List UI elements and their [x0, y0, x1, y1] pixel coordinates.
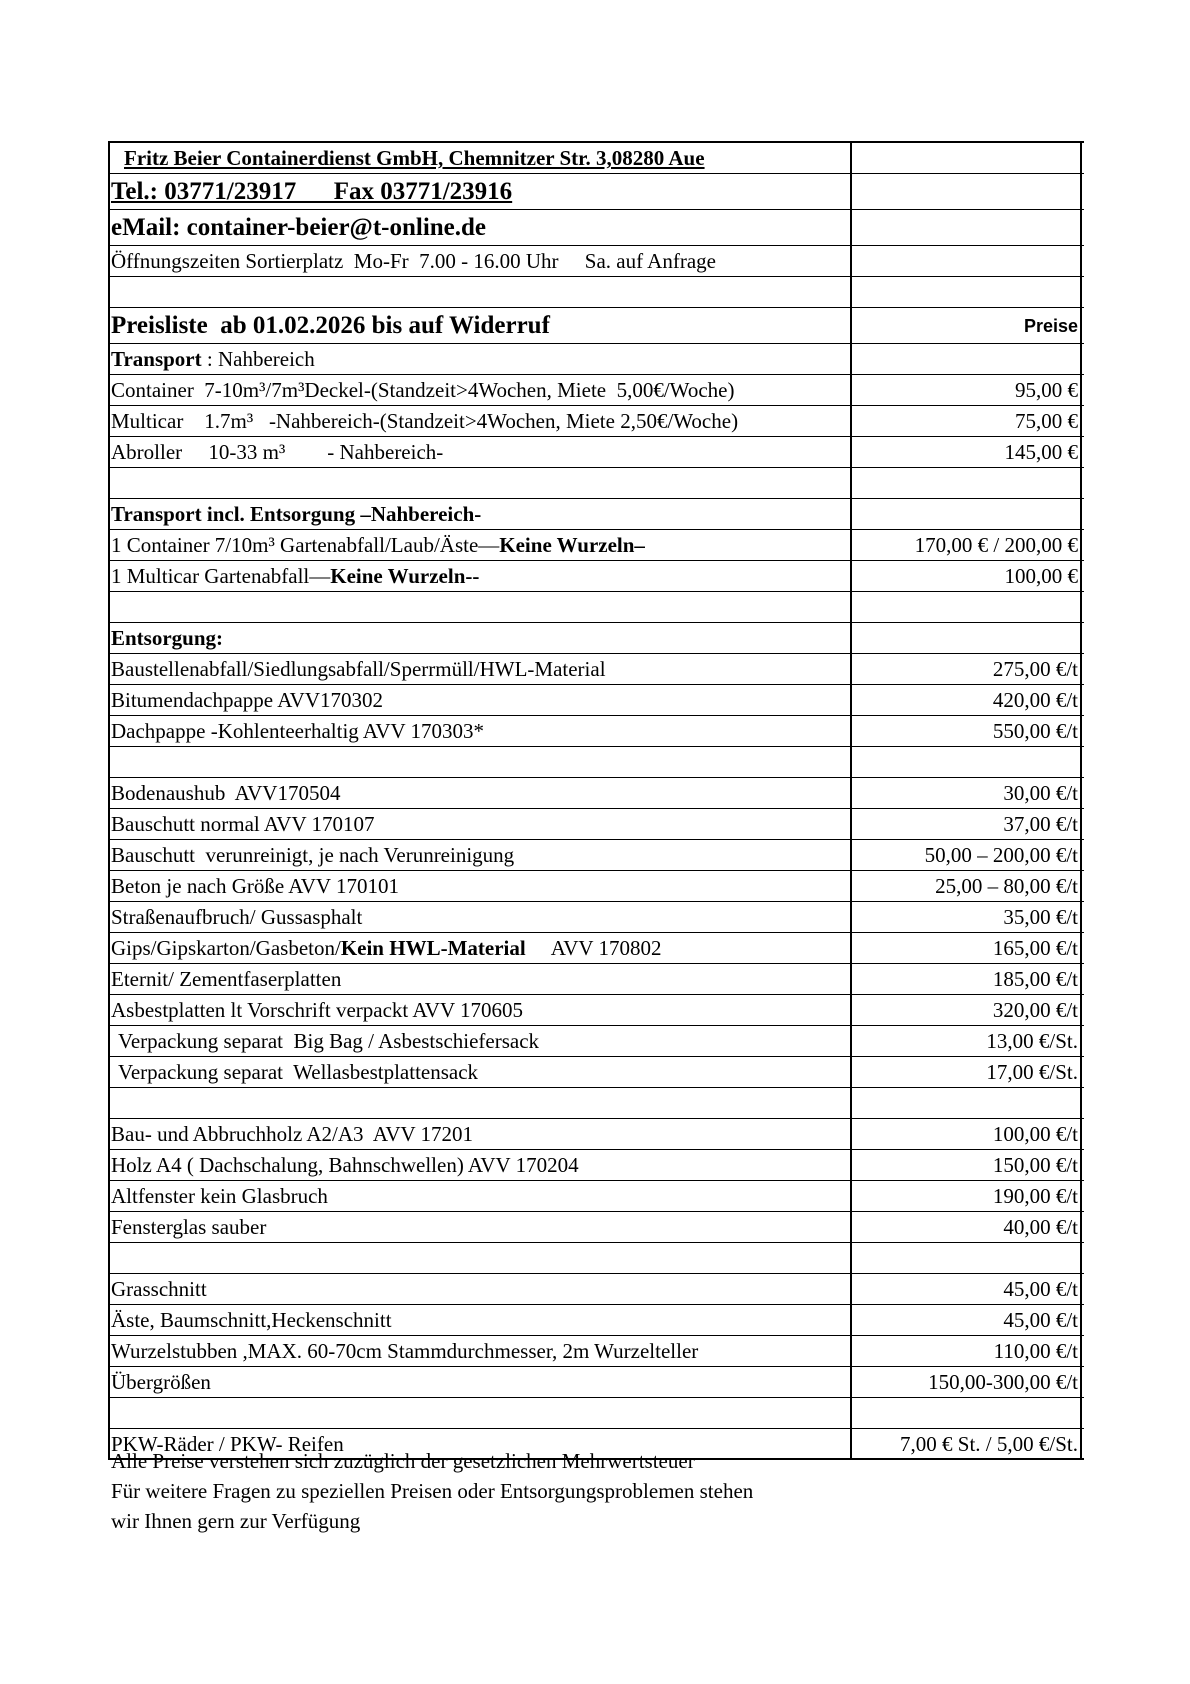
footer-notes: [111, 1446, 753, 1536]
company-row: [110, 143, 1084, 174]
price-table: [108, 141, 1084, 1460]
table-row: [110, 1274, 1084, 1305]
row-price: 30,00 €/t: [852, 778, 1082, 808]
row-price: 165,00 €/t: [852, 933, 1082, 963]
row-description: Asbestplatten lt Vorschrift verpackt AVV 170605: [110, 995, 852, 1025]
table-row: [110, 561, 1084, 592]
email-row: [110, 210, 1084, 246]
table-row: [110, 1336, 1084, 1367]
empty-price-cell: [852, 1088, 1082, 1118]
row-description: Multicar 1.7m³ -Nahbereich-(Standzeit>4Wochen, Miete 2,50€/Woche): [110, 406, 852, 436]
row-description: Bitumendachpappe AVV170302: [110, 685, 852, 715]
row-description-text: 1 Container 7/10m³ Gartenabfall/Laub/Äste—: [111, 533, 500, 557]
table-row: [110, 685, 1084, 716]
disposal-heading-row: [110, 623, 1084, 654]
row-description: Übergrößen: [110, 1367, 852, 1397]
row-price: 170,00 € / 200,00 €: [852, 530, 1082, 560]
email-address: eMail: container-beier@t-online.de: [110, 210, 852, 245]
row-description: Container 7-10m³/7m³Deckel-(Standzeit>4Wochen, Miete 5,00€/Woche): [110, 375, 852, 405]
row-price: 190,00 €/t: [852, 1181, 1082, 1211]
row-price: 45,00 €/t: [852, 1305, 1082, 1335]
empty-price-cell: [852, 468, 1082, 498]
contact-row: [110, 174, 1084, 210]
row-description: Beton je nach Größe AVV 170101: [110, 871, 852, 901]
table-row: [110, 871, 1084, 902]
table-row: [110, 1119, 1084, 1150]
table-row: [110, 809, 1084, 840]
transport-heading-bold: Transport: [111, 347, 202, 371]
opening-hours: Öffnungszeiten Sortierplatz Mo-Fr 7.00 - 16.00 Uhr Sa. auf Anfrage: [110, 246, 852, 276]
table-row: [110, 902, 1084, 933]
table-row: [110, 437, 1084, 468]
empty-desc-cell: [110, 747, 852, 777]
row-description: PKW-Räder / PKW- Reifen: [110, 1429, 852, 1458]
transport-disposal-heading-row: [110, 499, 1084, 530]
table-row: [110, 716, 1084, 747]
row-description: Baustellenabfall/Siedlungsabfall/Sperrmüll/HWL-Material: [110, 654, 852, 684]
row-price: 550,00 €/t: [852, 716, 1082, 746]
empty-price-cell: [852, 623, 1082, 653]
spacer-row: [110, 1088, 1084, 1119]
contact-note-line2: wir Ihnen gern zur Verfügung: [111, 1509, 361, 1533]
disposal-heading: Entsorgung:: [110, 623, 852, 653]
company-name: Fritz Beier Containerdienst GmbH, Chemnitzer Str. 3,08280 Aue: [110, 143, 852, 173]
empty-price-cell: [852, 246, 1082, 276]
row-description: Altfenster kein Glasbruch: [110, 1181, 852, 1211]
row-price: 95,00 €: [852, 375, 1082, 405]
empty-price-cell: [852, 1243, 1082, 1273]
table-row: [110, 1026, 1084, 1057]
transport-heading-row: [110, 344, 1084, 375]
table-row: [110, 1181, 1084, 1212]
table-row: [110, 654, 1084, 685]
row-description: Bodenaushub AVV170504: [110, 778, 852, 808]
empty-price-cell: [852, 210, 1082, 245]
row-description: Eternit/ Zementfaserplatten: [110, 964, 852, 994]
row-description: Wurzelstubben ,MAX. 60-70cm Stammdurchmesser, 2m Wurzelteller: [110, 1336, 852, 1366]
empty-desc-cell: [110, 592, 852, 622]
row-price: 45,00 €/t: [852, 1274, 1082, 1304]
empty-desc-cell: [110, 468, 852, 498]
spacer-row: [110, 1243, 1084, 1274]
row-price: 110,00 €/t: [852, 1336, 1082, 1366]
row-price: 420,00 €/t: [852, 685, 1082, 715]
row-price: 7,00 € St. / 5,00 €/St.: [852, 1429, 1082, 1458]
empty-price-cell: [852, 143, 1082, 173]
row-price: 50,00 – 200,00 €/t: [852, 840, 1082, 870]
row-price: 145,00 €: [852, 437, 1082, 467]
empty-desc-cell: [110, 1088, 852, 1118]
row-price: 17,00 €/St.: [852, 1057, 1082, 1087]
row-price: 275,00 €/t: [852, 654, 1082, 684]
empty-price-cell: [852, 174, 1082, 209]
row-description: Bauschutt verunreinigt, je nach Verunreinigung: [110, 840, 852, 870]
row-description: Äste, Baumschnitt,Heckenschnitt: [110, 1305, 852, 1335]
vat-note: Alle Preise verstehen sich zuzüglich der gesetzlichen Mehrwertsteuer: [111, 1449, 695, 1473]
row-price: 40,00 €/t: [852, 1212, 1082, 1242]
table-row: [110, 406, 1084, 437]
row-price: 185,00 €/t: [852, 964, 1082, 994]
empty-price-cell: [852, 1398, 1082, 1428]
empty-desc-cell: [110, 1398, 852, 1428]
row-description: [110, 561, 852, 591]
table-row: [110, 1057, 1084, 1088]
row-price: 100,00 €: [852, 561, 1082, 591]
spacer-row: [110, 1398, 1084, 1429]
row-description: [110, 530, 852, 560]
row-description: Verpackung separat Wellasbestplattensack: [110, 1057, 852, 1087]
row-description-bold: Kein HWL-Material: [340, 936, 526, 960]
row-description: Fensterglas sauber: [110, 1212, 852, 1242]
table-row: [110, 530, 1084, 561]
row-description: [110, 933, 852, 963]
row-price: 150,00-300,00 €/t: [852, 1367, 1082, 1397]
spacer-row: [110, 747, 1084, 778]
transport-heading: [110, 344, 852, 374]
empty-price-cell: [852, 499, 1082, 529]
table-row: [110, 840, 1084, 871]
table-row: [110, 1150, 1084, 1181]
empty-price-cell: [852, 344, 1082, 374]
empty-price-cell: [852, 592, 1082, 622]
row-description: Grasschnitt: [110, 1274, 852, 1304]
table-row: [110, 1305, 1084, 1336]
contact-note-line1: Für weitere Fragen zu speziellen Preisen oder Entsorgungsproblemen stehen: [111, 1479, 754, 1503]
row-description: Bauschutt normal AVV 170107: [110, 809, 852, 839]
table-row: [110, 933, 1084, 964]
empty-desc-cell: [110, 1243, 852, 1273]
row-description-text: Gips/Gipskarton/Gasbeton/: [111, 936, 341, 960]
row-price: 75,00 €: [852, 406, 1082, 436]
table-row: [110, 1367, 1084, 1398]
table-row: [110, 778, 1084, 809]
empty-desc-cell: [110, 277, 852, 307]
row-description-text: AVV 170802: [525, 936, 662, 960]
row-description: Bau- und Abbruchholz A2/A3 AVV 17201: [110, 1119, 852, 1149]
table-row: [110, 995, 1084, 1026]
empty-price-cell: [852, 277, 1082, 307]
spacer-row: [110, 277, 1084, 308]
row-price: 25,00 – 80,00 €/t: [852, 871, 1082, 901]
row-description: Dachpappe -Kohlenteerhaltig AVV 170303*: [110, 716, 852, 746]
row-description: Verpackung separat Big Bag / Asbestschiefersack: [110, 1026, 852, 1056]
row-description: Straßenaufbruch/ Gussasphalt: [110, 902, 852, 932]
spacer-row: [110, 592, 1084, 623]
transport-heading-rest: : Nahbereich: [201, 347, 315, 371]
table-row: [110, 964, 1084, 995]
opening-hours-row: [110, 246, 1084, 277]
price-column-label: Preise: [852, 308, 1082, 343]
table-row: [110, 1212, 1084, 1243]
empty-price-cell: [852, 747, 1082, 777]
spacer-row: [110, 468, 1084, 499]
row-price: 150,00 €/t: [852, 1150, 1082, 1180]
table-row: [110, 375, 1084, 406]
pricelist-title-row: [110, 308, 1084, 344]
transport-disposal-heading: Transport incl. Entsorgung –Nahbereich-: [110, 499, 852, 529]
phone-fax: Tel.: 03771/23917 Fax 03771/23916: [110, 174, 852, 209]
row-description: Holz A4 ( Dachschalung, Bahnschwellen) AVV 170204: [110, 1150, 852, 1180]
row-description-text: 1 Multicar Gartenabfall—: [111, 564, 331, 588]
row-price: 320,00 €/t: [852, 995, 1082, 1025]
row-description: Abroller 10-33 m³ - Nahbereich-: [110, 437, 852, 467]
row-price: 13,00 €/St.: [852, 1026, 1082, 1056]
row-price: 37,00 €/t: [852, 809, 1082, 839]
row-price: 35,00 €/t: [852, 902, 1082, 932]
row-description-bold: Keine Wurzeln–: [499, 533, 645, 557]
pricelist-title: Preisliste ab 01.02.2026 bis auf Widerruf: [110, 308, 852, 343]
row-price: 100,00 €/t: [852, 1119, 1082, 1149]
row-description-bold: Keine Wurzeln--: [330, 564, 480, 588]
